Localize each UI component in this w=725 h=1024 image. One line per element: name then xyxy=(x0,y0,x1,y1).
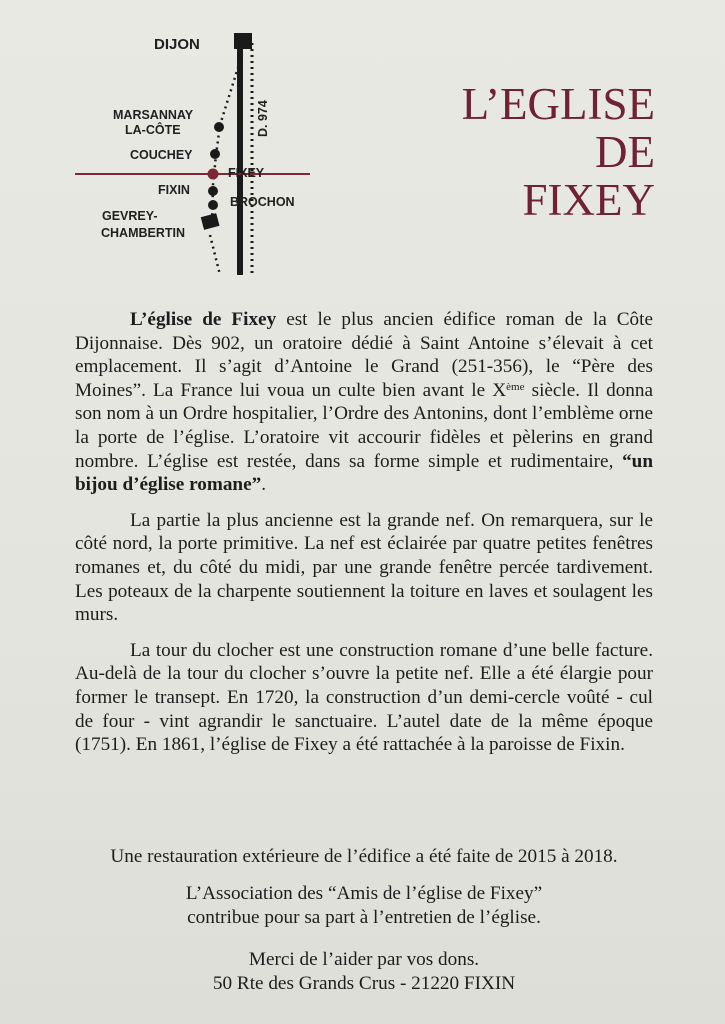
title-line-3: FIXEY xyxy=(522,175,655,225)
p1-superscript: ème xyxy=(506,380,525,393)
map-label-chambertin: CHAMBERTIN xyxy=(101,226,186,240)
map-label-brochon: BROCHON xyxy=(230,195,295,209)
p1-text-2: siècle. Il donna son nom à un Ordre hospitalier, l’Ordre des Antonins, dont l’emblème orne la porte de l’église. L’oratoire vit accourir fidèles et pèlerins en grand nombre. L’église est restée, dans sa forme simple et rudimentaire, xyxy=(75,379,653,472)
body-text xyxy=(75,308,653,769)
map-label-fixey: FIXEY xyxy=(228,166,265,180)
restoration-text: Une restauration extérieure de l’édifice a été faite de 2015 à 2018. xyxy=(110,846,618,867)
dijon-marker xyxy=(234,33,252,49)
map-label-couchey: COUCHEY xyxy=(130,148,193,162)
map-label-gevrey: GEVREY- xyxy=(102,209,158,223)
address-line: 50 Rte des Grands Crus - 21220 FIXIN xyxy=(212,972,516,994)
paragraph-1 xyxy=(75,308,653,497)
association-line-1: L’Association des “Amis de l’église de Fixey” xyxy=(185,883,543,904)
marsannay-marker xyxy=(214,122,224,132)
thanks-note xyxy=(75,948,653,995)
p1-bold-start: L’église de Fixey xyxy=(130,309,277,330)
gevrey-marker xyxy=(201,213,220,230)
thanks-line-1: Merci de l’aider par vos dons. xyxy=(248,949,480,970)
map-label-fixin: FIXIN xyxy=(158,183,190,197)
p1-bold-end: “un bijou d’église romane” xyxy=(75,450,653,496)
association-note xyxy=(75,882,653,929)
page-title xyxy=(462,80,655,224)
title-line-2: DE xyxy=(595,127,655,177)
connector-dotted xyxy=(210,235,220,275)
p1-text-1: est le plus ancien édifice roman de la Côte Dijonnaise. Dès 902, un oratoire dédié à Saint Antoine s’élevait à cet emplacement. Il s’agit d’Antoine le Grand (251-356), le “Père des Moines”. La France lui voua un culte bien avant le X xyxy=(75,309,653,401)
fixin-marker xyxy=(208,186,218,196)
fixey-marker xyxy=(208,169,219,180)
paragraph-2: La partie la plus ancienne est la grande nef. On remarquera, sur le côté nord, la porte primitive. La nef est éclairée par quatre petites fenêtres romanes et, du côté du midi, par une grande fenêtre percée tardivement. Les poteaux de la charpente soutiennent la toiture en laves et soulagent les murs. xyxy=(75,509,653,626)
paragraph-3: La tour du clocher est une construction romane d’une belle facture. Au-delà de la tour du clocher s’ouvre la petite nef. Elle a été élargie pour former le transept. En 1720, la construction d’un demi-cercle voûté - cul de four - vint agrandir le sanctuaire. L’autel date de la même époque (1751). En 1861, l’église de Fixey a été rattachée à la paroisse de Fixin. xyxy=(75,639,653,756)
map-label-dijon: DIJON xyxy=(154,36,200,53)
restoration-note xyxy=(75,845,653,869)
map-label-road: D. 974 xyxy=(256,100,270,137)
map-label-lacote: LA-CÔTE xyxy=(125,123,181,137)
brochon-marker xyxy=(208,200,218,210)
couchey-marker xyxy=(210,149,220,159)
route-map-drawing xyxy=(70,25,320,285)
association-line-2: contribue pour sa part à l’entretien de l’église. xyxy=(187,906,541,928)
map-label-marsannay: MARSANNAY xyxy=(113,108,194,122)
p1-end: . xyxy=(261,474,266,496)
route-map xyxy=(70,25,320,285)
title-line-1: L’EGLISE xyxy=(461,79,655,129)
